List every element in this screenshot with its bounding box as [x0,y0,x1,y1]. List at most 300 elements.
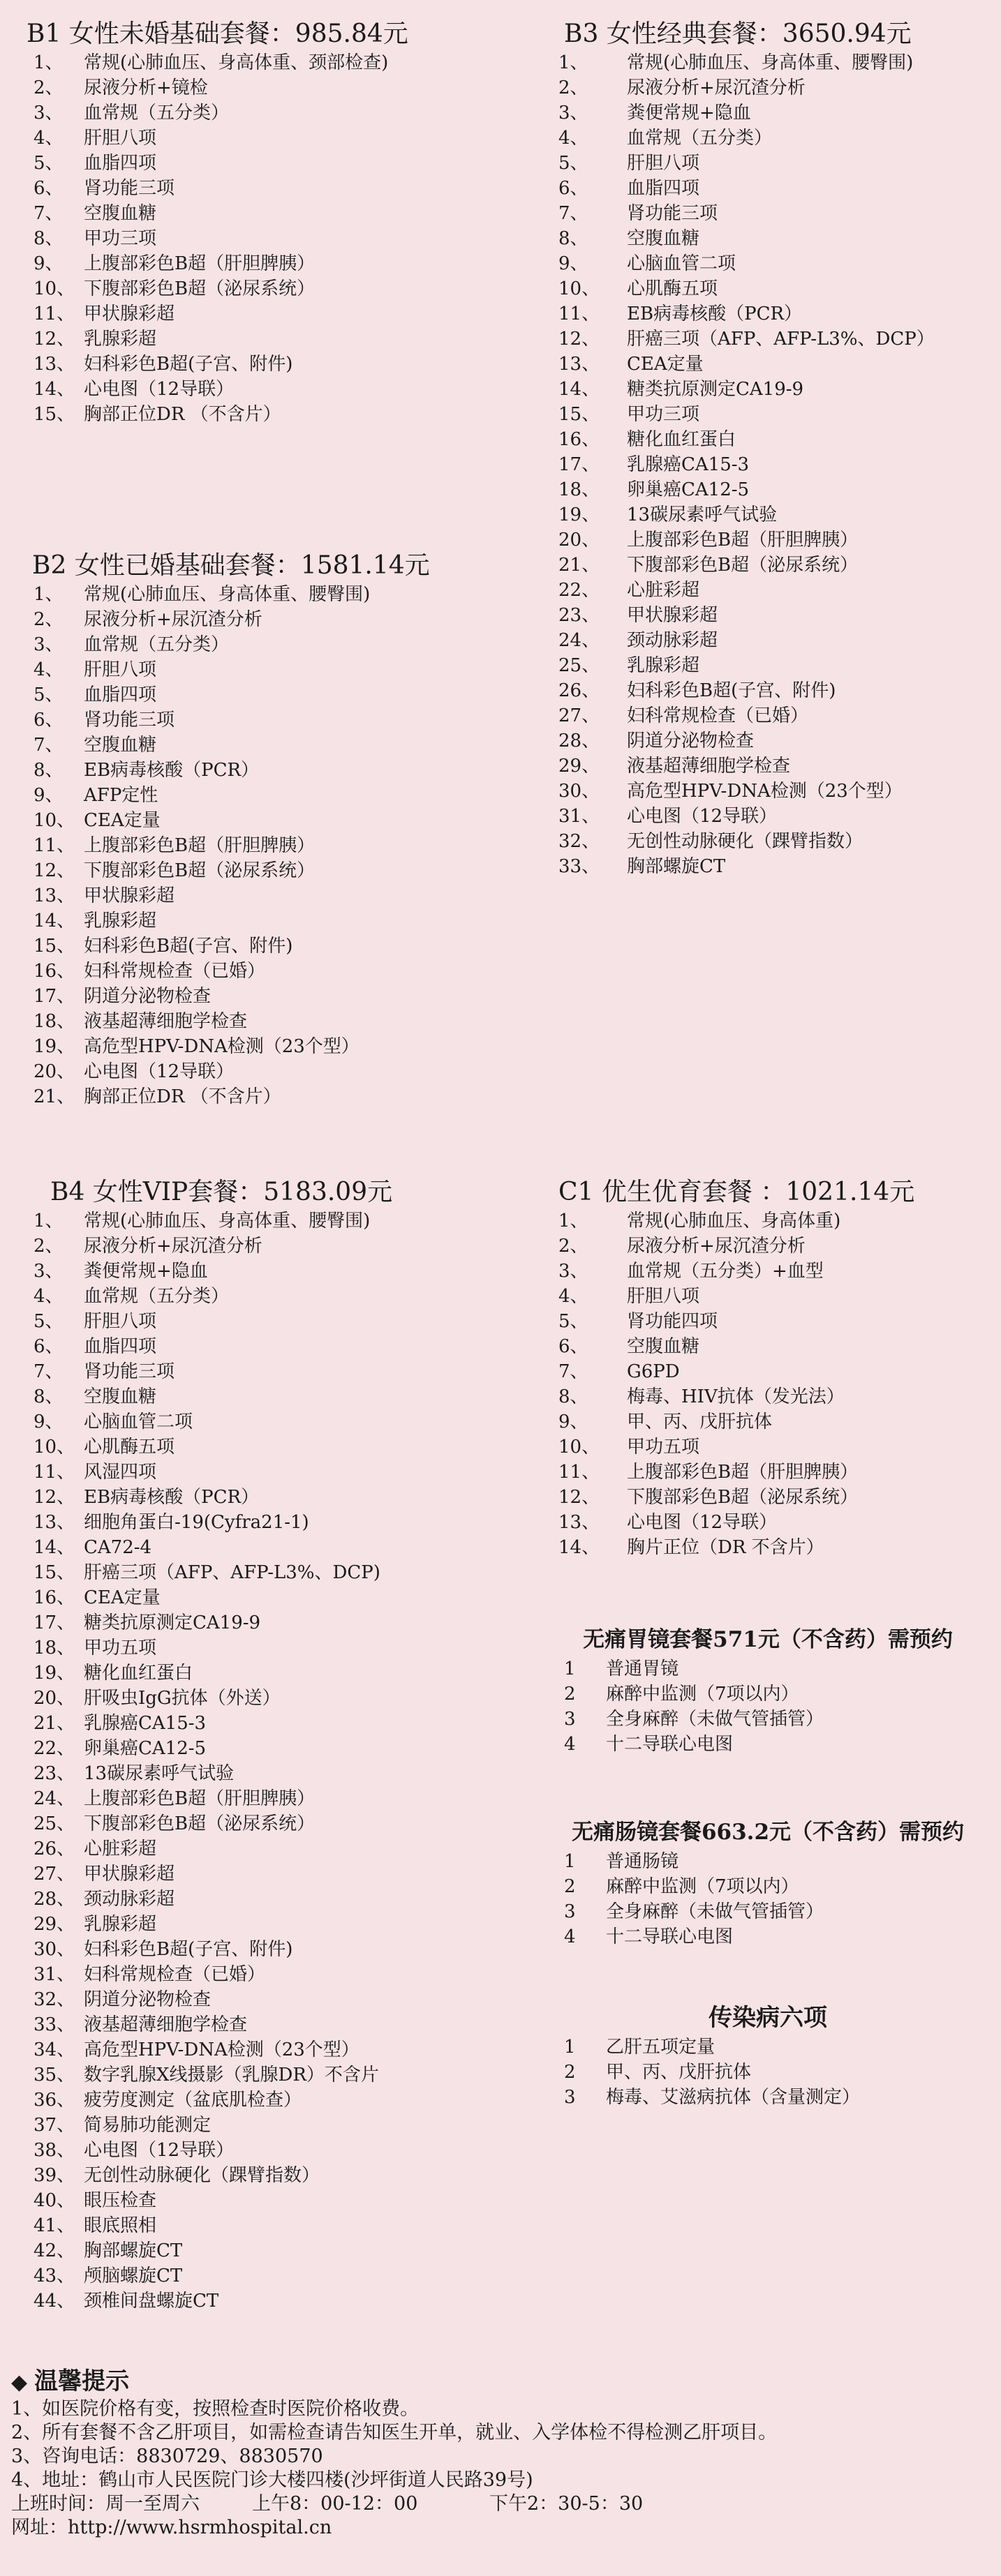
list-item [34,582,430,607]
list-item [34,2289,392,2314]
item-number: 22、 [34,1738,75,1759]
item-text: 糖类抗原测定CA19-9 [627,379,804,400]
item-number: 19、 [558,504,600,525]
list-item [558,1384,914,1409]
list-item [558,678,935,703]
list-item [558,527,935,553]
item-text: 甲状腺彩超 [84,1864,175,1885]
item-text: 阴道分泌物检查 [627,731,755,751]
item-number: 20、 [34,1061,75,1082]
list-item [34,1359,392,1384]
item-number: 39、 [34,2165,75,2186]
list-item [558,1485,914,1510]
list-item [34,1510,392,1535]
item-text: 上腹部彩色B超（肝胆脾胰） [84,253,316,274]
list-item [34,632,430,657]
item-number: 30、 [558,781,600,802]
list-item [34,100,408,126]
item-number: 1、 [34,584,64,605]
item-text: 血脂四项 [84,1336,157,1357]
item-number: 2 [564,1684,576,1705]
list-item [34,707,430,733]
list-item [558,1510,914,1535]
list-item [34,1284,392,1309]
item-number: 19、 [34,1036,75,1057]
item-number: 26、 [558,680,600,701]
item-text: 血常规（五分类）+血型 [627,1261,824,1282]
item-text: 无创性动脉硬化（踝臂指数） [627,831,863,852]
tips-heading [11,2365,777,2397]
item-number: 3、 [34,1261,64,1282]
item-text: 肾功能四项 [627,1311,718,1332]
item-text: 下腹部彩色B超（泌尿系统） [627,1487,859,1508]
item-text: EB病毒核酸（PCR） [84,1487,260,1508]
item-text: 疲劳度测定（盆底肌检查） [84,2090,302,2111]
item-text: 肝胆八项 [627,153,700,174]
list-item [558,1435,914,1460]
list-item [564,2035,984,2060]
item-number: 7、 [558,1361,588,1382]
item-number: 5、 [34,153,64,174]
item-number: 9、 [558,253,588,274]
list-item [34,1009,430,1034]
list-item [34,201,408,226]
list-item [558,1359,914,1384]
list-item [558,327,935,352]
item-number: 38、 [34,2140,75,2161]
item-number: 26、 [34,1839,75,1859]
item-number: 9、 [34,785,64,806]
item-text: 肾功能三项 [84,178,175,199]
list-item [558,603,935,628]
list-item [558,176,935,201]
item-number: 22、 [558,580,600,601]
item-number: 13、 [34,354,75,375]
item-text: 糖化血红蛋白 [84,1663,193,1684]
item-number: 1 [564,1851,576,1872]
item-text: 心电图（12导联） [84,2140,235,2161]
item-number: 10、 [34,1437,75,1458]
hours-days: 周一至周六 [105,2493,200,2515]
list-item [34,1987,392,2012]
list-item [558,1460,914,1485]
list-item [34,2238,392,2263]
item-text: 胸部螺旋CT [627,856,726,877]
list-item [34,1862,392,1887]
list-item [558,276,935,301]
list-item [34,301,408,327]
package-title: B4 女性VIP套餐：5183.09元 [50,1178,393,1206]
item-number: 35、 [34,2065,75,2085]
item-number: 13、 [34,885,75,906]
item-number: 2、 [34,609,64,630]
item-text: 甲功五项 [84,1638,157,1658]
item-text: 妇科彩色B超(子宫、附件) [84,354,293,375]
item-text: 液基超薄细胞学检查 [84,2014,248,2035]
item-text: 糖类抗原测定CA19-9 [84,1612,261,1633]
list-item [34,2163,392,2188]
tip-website: 网址：http://www.hsrmhospital.cn [11,2517,332,2538]
item-text: 妇科常规检查（已婚） [84,1964,266,1985]
list-item [34,2188,392,2213]
tips-section [11,2365,777,2540]
item-text: 肝胆八项 [627,1286,700,1307]
item-number: 14、 [34,911,75,931]
list-item [558,553,935,578]
tips-heading-text: 温馨提示 [34,2367,130,2395]
item-text: 上腹部彩色B超（肝胆脾胰） [84,835,316,856]
item-text: 妇科彩色B超(子宫、附件) [627,680,836,701]
item-text: 无创性动脉硬化（踝臂指数） [84,2165,320,2186]
item-text: 高危型HPV-DNA检测（23个型） [84,2039,359,2060]
list-item [34,1962,392,1987]
list-item [558,126,935,151]
item-number: 3 [564,1901,576,1922]
item-number: 27、 [34,1864,75,1885]
item-text: 妇科彩色B超(子宫、附件) [84,936,293,957]
list-item [558,151,935,176]
item-text: 甲、丙、戊肝抗体 [606,2062,752,2083]
item-text: 妇科常规检查（已婚） [627,705,809,726]
item-number: 10、 [34,278,75,299]
item-text: AFP定性 [84,785,158,806]
item-text: 高危型HPV-DNA检测（23个型） [627,781,903,802]
item-number: 28、 [558,731,600,751]
item-number: 1、 [558,1211,588,1231]
list-item [34,1409,392,1435]
list-item [34,2012,392,2037]
item-text: 肾功能三项 [627,203,718,224]
item-number: 4、 [34,1286,64,1307]
package-c1 [558,1176,914,1560]
item-number: 24、 [34,1788,75,1809]
list-item [564,1899,991,1924]
item-number: 12、 [34,1487,75,1508]
list-item [558,502,935,527]
list-item [558,50,935,75]
item-text: 颅脑螺旋CT [84,2266,183,2286]
item-text: EB病毒核酸（PCR） [627,304,803,324]
item-text: CEA定量 [627,354,704,375]
item-text: 空腹血糖 [627,1336,700,1357]
item-text: 甲功三项 [84,228,157,249]
item-text: 胸部正位DR （不含片） [84,1086,281,1107]
item-text: 空腹血糖 [84,1386,157,1407]
list-item [34,833,430,858]
package-item-list [32,582,430,1109]
list-item [34,858,430,883]
list-item [34,1887,392,1912]
item-number: 6、 [34,1336,64,1357]
list-item [34,327,408,352]
list-item [34,50,408,75]
item-text: 颈动脉彩超 [84,1889,175,1910]
item-number: 25、 [558,655,600,676]
item-text: 空腹血糖 [84,203,157,224]
item-text: 心肌酶五项 [84,1437,175,1458]
item-number: 21、 [558,555,600,576]
item-number: 8、 [558,228,588,249]
item-number: 42、 [34,2240,75,2261]
item-text: 尿液分析+尿沉渣分析 [627,77,806,98]
item-text: 胸部螺旋CT [84,2240,183,2261]
item-text: 血常规（五分类） [84,103,230,123]
list-item [34,1485,392,1510]
list-item [34,1259,392,1284]
list-item [34,1937,392,1962]
item-number: 37、 [34,2115,75,2136]
diamond-icon: ◆ [11,2370,28,2395]
list-item [34,657,430,682]
package-title: 传染病六项 [709,2004,827,2032]
item-number: 10、 [558,278,600,299]
item-number: 32、 [558,831,600,852]
item-number: 41、 [34,2215,75,2236]
list-item [564,1874,991,1899]
item-text: 甲功五项 [627,1437,700,1458]
hours-afternoon: 下午2：30-5：30 [489,2493,644,2515]
item-text: 肝吸虫IgG抗体（外送） [84,1688,281,1709]
list-item [558,854,935,879]
package-title: C1 优生优育套餐 ：1021.14元 [558,1178,915,1206]
item-number: 31、 [558,806,600,827]
list-item [558,1309,914,1334]
hours-label: 上班时间： [11,2493,105,2515]
item-number: 15、 [558,404,600,425]
item-number: 11、 [34,1462,75,1483]
package-b3 [558,18,935,879]
package-b4 [34,1176,393,2314]
list-item [34,402,408,427]
list-item [558,452,935,477]
item-text: 乳腺癌CA15-3 [84,1713,207,1734]
item-text: 风湿四项 [84,1462,157,1483]
list-item [564,2060,984,2085]
item-number: 23、 [558,605,600,626]
list-item [34,959,430,984]
item-number: 27、 [558,705,600,726]
package-infectious-six [551,2001,984,2110]
tip-phone: 3、咨询电话：8830729、8830570 [11,2446,323,2467]
list-item [34,607,430,632]
list-item [558,402,935,427]
item-number: 5、 [34,1311,64,1332]
item-text: 常规(心肺血压、身高体重、腰臀围) [84,584,371,605]
list-item [34,2213,392,2238]
list-item [34,1686,392,1711]
item-number: 5、 [558,1311,588,1332]
item-text: 上腹部彩色B超（肝胆脾胰） [84,1788,316,1809]
list-item [34,1761,392,1786]
item-text: 卵巢癌CA12-5 [84,1738,207,1759]
item-number: 17、 [558,454,600,475]
item-text: 颈动脉彩超 [627,630,718,651]
item-number: 1 [564,1658,576,1679]
item-number: 6、 [558,178,588,199]
list-item [34,1460,392,1485]
item-text: 乳腺彩超 [84,1914,157,1935]
item-number: 7、 [34,1361,64,1382]
item-number: 18、 [34,1011,75,1032]
item-text: 胸片正位（DR 不含片） [627,1537,824,1558]
item-text: 肝癌三项（AFP、AFP-L3%、DCP) [84,1562,380,1583]
item-number: 12、 [558,329,600,350]
item-text: 甲、丙、戊肝抗体 [627,1411,773,1432]
item-text: 乳腺彩超 [84,911,157,931]
item-number: 24、 [558,630,600,651]
tip-hepatitis-b: 2、所有套餐不含乙肝项目，如需检查请告知医生开单，就业、入学体检不得检测乙肝项目。 [11,2422,778,2443]
item-text: 心脏彩超 [84,1839,157,1859]
item-number: 31、 [34,1964,75,1985]
item-number: 3、 [34,103,64,123]
item-text: 粪便常规+隐血 [84,1261,208,1282]
item-number: 15、 [34,1562,75,1583]
list-item [34,1661,392,1686]
item-text: 颈椎间盘螺旋CT [84,2291,219,2312]
item-text: 常规(心肺血压、身高体重、腰臀围) [84,1211,371,1231]
list-item [564,1656,984,1682]
item-text: 血脂四项 [84,153,157,174]
item-number: 5、 [558,153,588,174]
item-number: 16、 [558,429,600,450]
item-text: 糖化血红蛋白 [627,429,736,450]
item-number: 2、 [558,77,588,98]
list-item [34,682,430,707]
item-number: 8、 [34,1386,64,1407]
item-number: 8、 [34,228,64,249]
item-text: 数字乳腺X线摄影（乳腺DR）不含片 [84,2065,379,2085]
item-text: 常规(心肺血压、身高体重、颈部检查) [84,52,389,73]
package-item-list [558,1208,914,1560]
item-text: 尿液分析+尿沉渣分析 [84,609,262,630]
item-number: 4、 [34,128,64,149]
item-text: 普通肠镜 [606,1851,679,1872]
list-item [558,829,935,854]
list-item [558,377,935,402]
item-text: EB病毒核酸（PCR） [84,760,260,781]
list-item [34,2037,392,2062]
item-number: 4 [564,1926,576,1947]
list-item [34,1435,392,1460]
item-number: 12、 [34,860,75,881]
list-item [34,808,430,833]
item-text: 心肌酶五项 [627,278,718,299]
package-colonoscopy [544,1815,991,1949]
item-number: 32、 [34,1989,75,2010]
package-item-list [558,50,935,879]
list-item [34,1711,392,1736]
list-item [34,1084,430,1109]
list-item [34,2138,392,2163]
item-text: 血脂四项 [84,684,157,705]
item-text: 心脏彩超 [627,580,700,601]
item-number: 3、 [558,103,588,123]
item-text: CEA定量 [84,1587,161,1608]
item-number: 10、 [558,1437,600,1458]
item-number: 36、 [34,2090,75,2111]
item-number: 4、 [558,128,588,149]
item-text: 妇科常规检查（已婚） [84,961,266,982]
item-number: 8、 [558,1386,588,1407]
item-text: 粪便常规+隐血 [627,103,751,123]
item-number: 7、 [558,203,588,224]
item-number: 34、 [34,2039,75,2060]
item-text: 甲状腺彩超 [84,885,175,906]
list-item [558,1234,914,1259]
list-item [34,2062,392,2088]
item-number: 44、 [34,2291,75,2312]
list-item [564,1849,991,1874]
item-text: CA72-4 [84,1537,152,1558]
item-number: 13、 [34,1512,75,1533]
list-item [34,1585,392,1610]
item-number: 1、 [34,1211,64,1231]
item-text: 梅毒、HIV抗体（发光法） [627,1386,845,1407]
item-text: 下腹部彩色B超（泌尿系统） [627,555,859,576]
item-text: 下腹部彩色B超（泌尿系统） [84,860,316,881]
item-number: 28、 [34,1889,75,1910]
list-item [34,934,430,959]
item-number: 10、 [34,810,75,831]
list-item [558,628,935,653]
item-number: 14、 [558,1537,600,1558]
package-b1 [27,18,408,427]
item-text: 血常规（五分类） [84,634,230,655]
item-number: 40、 [34,2190,75,2211]
list-item [34,883,430,908]
list-item [558,779,935,804]
package-item-list [544,1849,991,1949]
item-number: 29、 [34,1914,75,1935]
item-number: 3 [564,2087,576,2108]
list-item [564,1924,991,1949]
item-text: 心脑血管二项 [627,253,736,274]
item-text: 细胞角蛋白-19(Cyfra21-1) [84,1512,309,1533]
tip-price-change: 1、如医院价格有变，按照检查时医院价格收费。 [11,2398,420,2420]
item-text: 尿液分析+镜检 [84,77,208,98]
list-item [34,783,430,808]
list-item [558,653,935,678]
list-item [34,1786,392,1811]
item-number: 2 [564,1876,576,1897]
list-item [558,1409,914,1435]
item-text: 乙肝五项定量 [606,2037,715,2058]
item-number: 5、 [34,684,64,705]
item-text: 心电图（12导联） [627,1512,778,1533]
item-text: 阴道分泌物检查 [84,1989,212,2010]
item-text: 甲功三项 [627,404,700,425]
list-item [34,251,408,276]
package-title: B2 女性已婚基础套餐：1581.14元 [32,551,430,580]
item-number: 2、 [558,1236,588,1257]
item-text: 心电图（12导联） [84,1061,235,1082]
item-number: 29、 [558,756,600,777]
list-item [558,804,935,829]
list-item [34,1059,430,1084]
list-item [34,1234,392,1259]
item-number: 16、 [34,1587,75,1608]
item-number: 13、 [558,1512,600,1533]
item-text: 肾功能三项 [84,710,175,731]
item-number: 11、 [34,835,75,856]
item-text: 上腹部彩色B超（肝胆脾胰） [627,1462,859,1483]
item-text: 眼底照相 [84,2215,157,2236]
item-number: 18、 [34,1638,75,1658]
item-number: 15、 [34,404,75,425]
item-text: 麻醉中监测（7项以内） [606,1684,799,1705]
hours-morning: 上午8：00-12：00 [252,2493,418,2515]
list-item [564,1682,984,1707]
